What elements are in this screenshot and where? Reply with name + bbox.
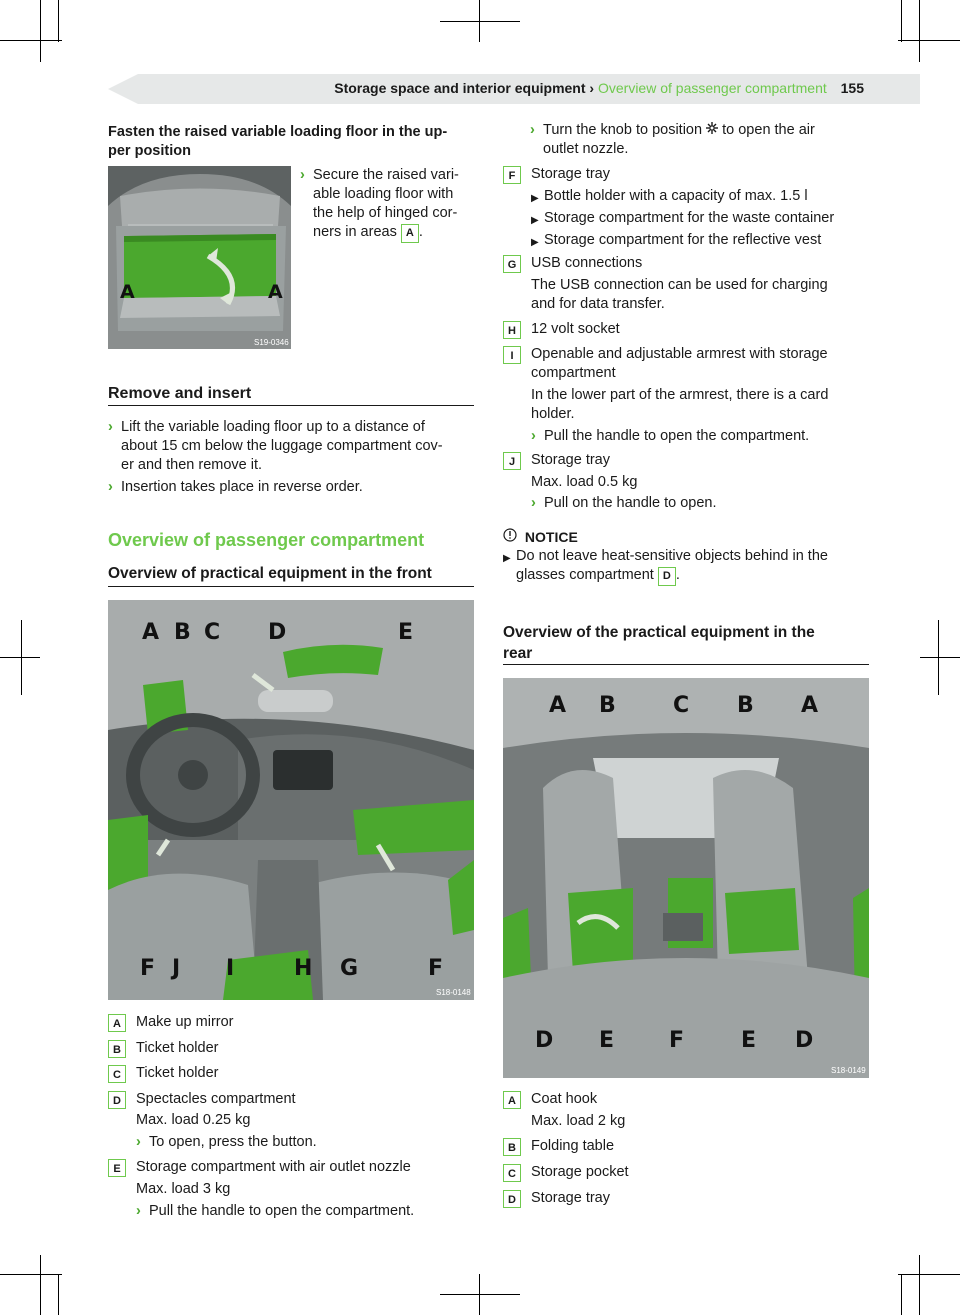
legend-text: Storage pocket: [531, 1164, 629, 1180]
crop-mark: [0, 1274, 62, 1275]
legend-detail: Max. load 0.25 kg: [136, 1112, 251, 1128]
image-label: C: [673, 693, 690, 718]
legend-text: Make up mirror: [136, 1014, 234, 1030]
front-title: Overview of practical equipment in the front: [108, 565, 432, 582]
image-label: F: [140, 956, 156, 981]
notice-badge: D: [658, 567, 676, 586]
rear-title: [503, 622, 815, 664]
image-label: A: [801, 693, 819, 718]
legend-detail: holder.: [531, 406, 575, 422]
turn-step-text: outlet nozzle.: [543, 141, 629, 157]
legend-detail: The USB connection can be used for charging: [531, 277, 828, 293]
legend-step-text: Pull on the handle to open.: [544, 495, 717, 511]
crop-mark: [898, 1274, 960, 1275]
image-label: B: [737, 693, 754, 718]
info-circle-icon: [503, 528, 517, 545]
remove-step-line: about 15 cm below the luggage compartment cov-: [121, 438, 443, 454]
fan-icon: [706, 121, 718, 140]
notice-text: glasses compartment: [516, 567, 654, 583]
legend-key: G: [503, 255, 521, 273]
image-label: G: [340, 956, 359, 981]
legend-step: [531, 427, 809, 446]
image-label: A: [120, 281, 135, 303]
crop-mark: [919, 1255, 920, 1315]
legend-key: J: [503, 452, 521, 470]
image-label: A: [549, 693, 567, 718]
turn-step-text: Turn the knob to position: [543, 122, 703, 138]
crop-mark: [920, 657, 960, 658]
step-arrow-icon: ›: [531, 428, 536, 444]
page-number: 155: [840, 80, 864, 96]
bullet-text: Storage compartment for the reflective vest: [544, 232, 822, 248]
image-label: J: [172, 956, 181, 981]
image-label: E: [398, 620, 414, 645]
luggage-floor-image: [108, 166, 291, 349]
legend-detail: In the lower part of the armrest, there is a card: [531, 387, 829, 403]
section-title: Overview of passenger compartment: [108, 530, 425, 550]
bullet-triangle-icon: ▶: [503, 553, 511, 564]
crop-mark: [58, 0, 59, 42]
legend-text: Storage tray: [531, 166, 610, 182]
legend-text: 12 volt socket: [531, 321, 620, 337]
image-label: C: [204, 620, 221, 645]
fasten-step: [300, 166, 493, 243]
image-label: D: [535, 1028, 554, 1053]
crop-mark: [440, 21, 520, 22]
image-label: F: [428, 956, 444, 981]
step-arrow-icon: ›: [136, 1203, 141, 1219]
remove-step-line: er and then remove it.: [121, 457, 263, 473]
legend-text: Ticket holder: [136, 1040, 219, 1056]
fasten-step-end: .: [418, 224, 423, 240]
crop-mark: [919, 0, 920, 62]
notice-end: .: [675, 567, 680, 583]
front-cockpit-illustration: [108, 600, 474, 1000]
crop-mark: [58, 1274, 59, 1315]
crop-mark: [40, 1255, 41, 1315]
rear-title-line: rear: [503, 645, 533, 662]
running-header: [334, 80, 864, 96]
luggage-floor-illustration: [108, 166, 291, 349]
legend-key: F: [503, 166, 521, 184]
legend-text: Folding table: [531, 1138, 615, 1154]
remove-step-2: [108, 478, 487, 497]
front-equipment-image: [108, 600, 474, 1000]
step-arrow-icon: ›: [300, 167, 305, 183]
legend-step: [136, 1202, 414, 1221]
step-arrow-icon: ›: [531, 495, 536, 511]
notice-text: Do not leave heat-sensitive objects behind in the: [516, 548, 828, 564]
image-label: A: [142, 620, 160, 645]
legend-key: I: [503, 346, 521, 364]
rear-rule: [503, 664, 869, 665]
image-label: H: [294, 956, 313, 981]
image-label: D: [795, 1028, 814, 1053]
legend-text: Storage tray: [531, 452, 610, 468]
legend-text: USB connections: [531, 255, 643, 271]
fasten-step-line: Secure the raised vari-: [313, 167, 459, 183]
legend-key: D: [108, 1091, 126, 1109]
image-label: B: [174, 620, 191, 645]
notice-title: NOTICE: [524, 529, 578, 545]
bullet-item: [531, 209, 834, 228]
legend-step: [136, 1133, 317, 1152]
crop-mark: [0, 40, 62, 41]
legend-key: C: [108, 1065, 126, 1083]
fasten-step-line: the help of hinged cor-: [313, 205, 458, 221]
notice-item: [503, 547, 882, 586]
legend-key: E: [108, 1159, 126, 1177]
rear-equipment-image: [503, 678, 869, 1078]
legend-key: B: [108, 1040, 126, 1058]
header-section: Storage space and interior equipment: [334, 80, 586, 96]
area-badge: A: [401, 224, 419, 243]
step-arrow-icon: ›: [108, 419, 113, 435]
legend-text: Storage compartment with air outlet nozzle: [136, 1159, 411, 1175]
image-label: E: [741, 1028, 757, 1053]
image-label: E: [599, 1028, 615, 1053]
front-rule: [108, 586, 474, 587]
remove-step-1: [108, 418, 487, 475]
image-label: B: [599, 693, 616, 718]
header-separator: ›: [589, 80, 595, 96]
legend-key: B: [503, 1138, 521, 1156]
step-arrow-icon: ›: [136, 1134, 141, 1150]
turn-step-text: to open the air: [722, 122, 815, 138]
legend-text: Spectacles compartment: [136, 1091, 296, 1107]
bullet-item: [531, 231, 821, 250]
crop-mark: [0, 657, 40, 658]
legend-detail: Max. load 0.5 kg: [531, 474, 638, 490]
legend-key: H: [503, 321, 521, 339]
step-arrow-icon: ›: [530, 122, 535, 138]
remove-step-line: Lift the variable loading floor up to a distance of: [121, 419, 425, 435]
legend-step-text: Pull the handle to open the compartment.: [149, 1203, 415, 1219]
image-code: S19-0346: [254, 338, 289, 347]
bullet-text: Bottle holder with a capacity of max. 1.5 l: [544, 188, 808, 204]
legend-key: A: [503, 1091, 521, 1109]
legend-text: Storage tray: [531, 1190, 610, 1206]
legend-text: Openable and adjustable armrest with storage: [531, 346, 828, 362]
legend-key: C: [503, 1164, 521, 1182]
legend-detail: Max. load 2 kg: [531, 1113, 626, 1129]
legend-step: [531, 494, 717, 513]
legend-detail: and for data transfer.: [531, 296, 665, 312]
rear-cabin-illustration: [503, 678, 869, 1078]
remove-rule: [108, 405, 474, 406]
step-arrow-icon: ›: [108, 479, 113, 495]
image-code: S18-0149: [831, 1066, 866, 1075]
legend-text: Coat hook: [531, 1091, 598, 1107]
legend-step-text: To open, press the button.: [149, 1134, 317, 1150]
image-label: D: [268, 620, 287, 645]
fasten-step-line: able loading floor with: [313, 186, 454, 202]
image-label: A: [268, 281, 283, 303]
crop-mark: [901, 1274, 902, 1315]
crop-mark: [901, 0, 902, 42]
bullet-item: [531, 187, 808, 206]
bullet-triangle-icon: ▶: [531, 237, 539, 248]
legend-step-text: Pull the handle to open the compartment.: [544, 428, 810, 444]
legend-detail: Max. load 3 kg: [136, 1181, 231, 1197]
crop-mark: [440, 1294, 520, 1295]
bullet-triangle-icon: ▶: [531, 215, 539, 226]
bullet-text: Storage compartment for the waste container: [544, 210, 835, 226]
legend-key: A: [108, 1014, 126, 1032]
image-code: S18-0148: [436, 988, 471, 997]
remove-step-line: Insertion takes place in reverse order.: [121, 479, 363, 495]
image-label: I: [226, 956, 235, 981]
legend-detail: compartment: [531, 365, 616, 381]
crop-mark: [898, 40, 960, 41]
fasten-title: Fasten the raised variable loading floor in the up- per position: [108, 124, 448, 159]
notice-heading: [503, 528, 578, 545]
legend-key: D: [503, 1190, 521, 1208]
image-label: F: [669, 1028, 685, 1053]
bullet-triangle-icon: ▶: [531, 193, 539, 204]
turn-step: [530, 121, 883, 159]
fasten-step-line: ners in areas: [313, 224, 397, 240]
crop-mark: [40, 0, 41, 62]
remove-title: Remove and insert: [108, 385, 252, 402]
header-current: Overview of passenger compartment: [597, 80, 827, 96]
rear-title-line: Overview of the practical equipment in the: [503, 624, 815, 641]
legend-text: Ticket holder: [136, 1065, 219, 1081]
